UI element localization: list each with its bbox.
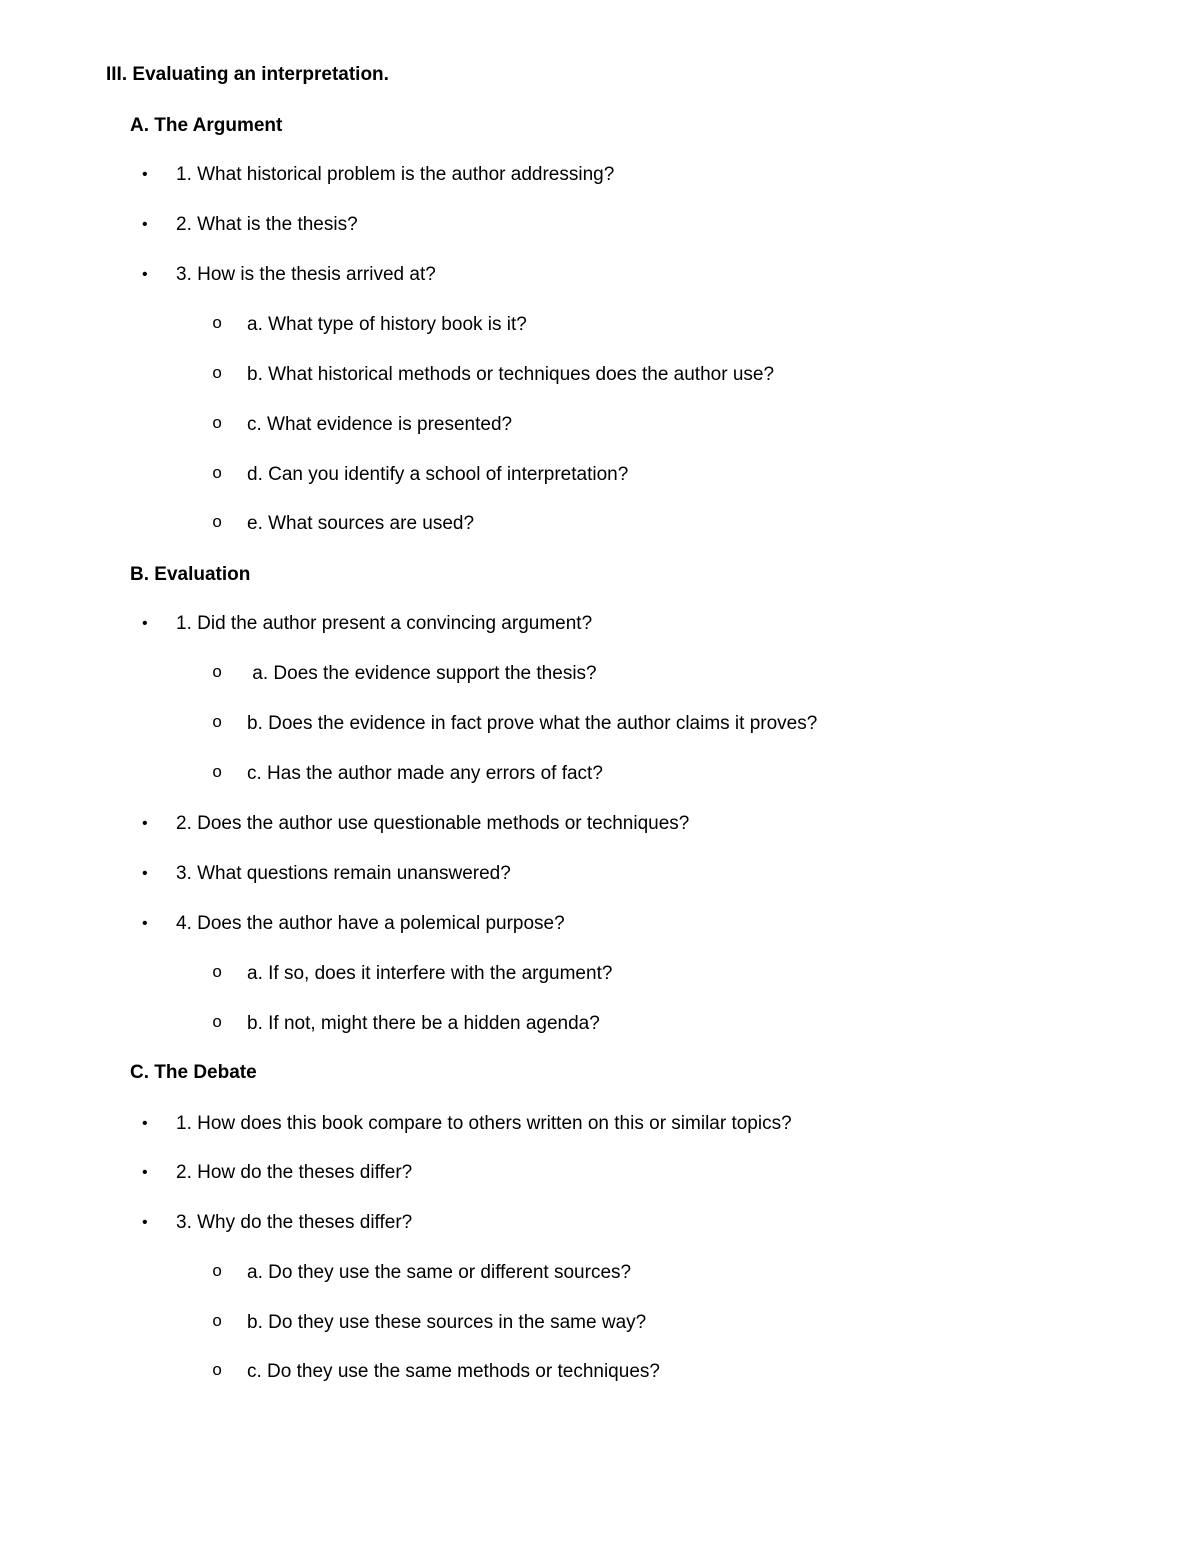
list-item: 1. How does this book compare to others written on this or similar topics? bbox=[176, 1113, 792, 1134]
sub-list-item: e. What sources are used? bbox=[247, 513, 475, 534]
circle-bullet-icon: o bbox=[212, 514, 223, 533]
section-a-title: A. The Argument bbox=[130, 115, 283, 136]
sub-list-item: c. Do they use the same methods or techniques? bbox=[247, 1361, 660, 1382]
bullet-icon: • bbox=[142, 216, 148, 233]
list-item: 2. What is the thesis? bbox=[176, 214, 358, 235]
sub-list-item: b. Does the evidence in fact prove what the author claims it proves? bbox=[247, 713, 818, 734]
bullet-icon: • bbox=[142, 615, 148, 632]
list-item: 2. How do the theses differ? bbox=[176, 1162, 413, 1183]
sub-list-item: b. If not, might there be a hidden agenda? bbox=[247, 1013, 600, 1034]
sub-list-item: c. Has the author made any errors of fact? bbox=[247, 763, 603, 784]
list-item: 3. Why do the theses differ? bbox=[176, 1212, 413, 1233]
sub-list-item: a. Does the evidence support the thesis? bbox=[247, 663, 597, 684]
list-item: 3. What questions remain unanswered? bbox=[176, 863, 511, 884]
list-item: 4. Does the author have a polemical purpose? bbox=[176, 913, 565, 934]
circle-bullet-icon: o bbox=[212, 1313, 223, 1332]
bullet-icon: • bbox=[142, 1115, 148, 1132]
circle-bullet-icon: o bbox=[212, 365, 223, 384]
list-item: 1. Did the author present a convincing argument? bbox=[176, 613, 593, 634]
circle-bullet-icon: o bbox=[212, 465, 223, 484]
circle-bullet-icon: o bbox=[212, 764, 223, 783]
circle-bullet-icon: o bbox=[212, 1362, 223, 1381]
bullet-icon: • bbox=[142, 1164, 148, 1181]
list-item: 3. How is the thesis arrived at? bbox=[176, 264, 436, 285]
sub-list-item: d. Can you identify a school of interpretation? bbox=[247, 464, 629, 485]
circle-bullet-icon: o bbox=[212, 315, 223, 334]
section-c-title: C. The Debate bbox=[130, 1062, 257, 1083]
document-heading: III. Evaluating an interpretation. bbox=[106, 64, 389, 85]
bullet-icon: • bbox=[142, 915, 148, 932]
bullet-icon: • bbox=[142, 1214, 148, 1231]
sub-list-item: a. Do they use the same or different sources? bbox=[247, 1262, 632, 1283]
bullet-icon: • bbox=[142, 266, 148, 283]
circle-bullet-icon: o bbox=[212, 664, 223, 683]
list-item: 2. Does the author use questionable methods or techniques? bbox=[176, 813, 690, 834]
circle-bullet-icon: o bbox=[212, 964, 223, 983]
circle-bullet-icon: o bbox=[212, 415, 223, 434]
circle-bullet-icon: o bbox=[212, 1014, 223, 1033]
bullet-icon: • bbox=[142, 166, 148, 183]
section-b-title: B. Evaluation bbox=[130, 564, 251, 585]
sub-list-item: a. If so, does it interfere with the argument? bbox=[247, 963, 613, 984]
sub-list-item: a. What type of history book is it? bbox=[247, 314, 527, 335]
bullet-icon: • bbox=[142, 815, 148, 832]
sub-list-item: c. What evidence is presented? bbox=[247, 414, 513, 435]
sub-list-item: b. What historical methods or techniques does the author use? bbox=[247, 364, 775, 385]
sub-list-item: b. Do they use these sources in the same way? bbox=[247, 1312, 647, 1333]
bullet-icon: • bbox=[142, 865, 148, 882]
circle-bullet-icon: o bbox=[212, 714, 223, 733]
circle-bullet-icon: o bbox=[212, 1263, 223, 1282]
list-item: 1. What historical problem is the author addressing? bbox=[176, 164, 615, 185]
